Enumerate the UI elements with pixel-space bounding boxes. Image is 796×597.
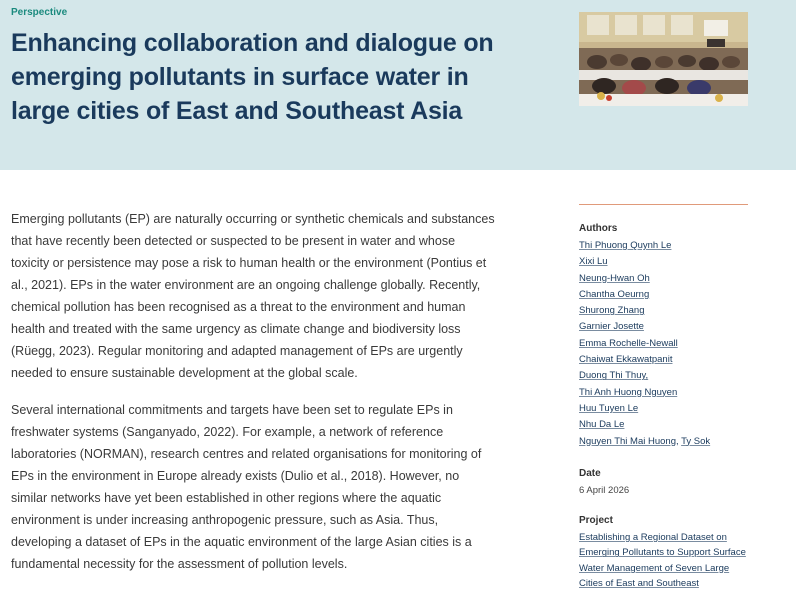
author-link[interactable]: Huu Tuyen Le (579, 402, 639, 414)
author-list (579, 238, 749, 450)
date-heading: Date (579, 467, 601, 479)
hero-banner (0, 0, 796, 170)
author-link[interactable]: Emma Rochelle-Newall (579, 337, 678, 349)
author-separator: , (676, 435, 682, 447)
author-link[interactable]: Nhu Da Le (579, 419, 625, 431)
author-link[interactable]: Thi Phuong Quynh Le (579, 240, 672, 251)
article-paragraph: Several international commitments and targets have been set to regulate EPs in freshwater systems (Sanganyado, 2022). For example, a network of reference laboratories (NORMAN), research centres and related organisations for monitoring of EPs in the environment in Europe already exists (Dulio et al., 2018). However, no similar networks have yet been established in other regions where the aquatic environment is under increasing anthropogenic pressure, such as Asia. Thus, developing a dataset of EPs in the aquatic environment of the large Asian cities is a fundamental necessity for the assessment of pollution levels. (11, 403, 482, 571)
article-paragraph: Emerging pollutants (EP) are naturally occurring or synthetic chemicals and substances that have recently been detected or suspected to be present in water and whose toxicity or persistence may pose a risk to human health or the environment (Pontius et al., 2021). EPs in the water environment are an ongoing challenge globally. Recently, chemical pollution has been recognised as a threat to the environment and human health and treated with the same urgency as climate change and biodiversity loss (Rüegg, 2023). Regular monitoring and adapted management of EPs are urgently needed to ensure sustainable development at the global scale. (11, 212, 495, 380)
author-link[interactable]: Xixi Lu (579, 256, 608, 268)
author-link[interactable]: Thi Anh Huong Nguyen (579, 386, 678, 398)
author-link[interactable]: Duong Thi Thuy, (579, 370, 649, 382)
project-link[interactable]: Establishing a Regional Dataset on Emerging Pollutants to Support Surface Water Management of Seven Large Cities of East and Southeast (579, 531, 746, 590)
author-link[interactable]: Chantha Oeurng (579, 288, 650, 300)
project-section (579, 515, 749, 592)
author-link[interactable]: Nguyen Thi Mai Huong (579, 435, 676, 447)
article-type-label[interactable]: Perspective (11, 7, 68, 18)
article-sidebar (579, 204, 749, 592)
authors-heading: Authors (579, 223, 618, 234)
author-link[interactable]: Shurong Zhang (579, 305, 645, 317)
author-link[interactable]: Neung-Hwan Oh (579, 272, 650, 284)
workshop-photo (579, 12, 748, 106)
publication-date: 6 April 2026 (579, 484, 630, 496)
project-heading: Project (579, 514, 613, 526)
article-body (11, 208, 496, 590)
author-link[interactable]: Ty Sok (681, 435, 711, 447)
date-section (579, 468, 749, 496)
page-title: Enhancing collaboration and dialogue on emerging pollutants in surface water in large cities of East and Southeast Asia (11, 29, 494, 125)
sidebar-divider (579, 204, 748, 205)
author-link[interactable]: Garnier Josette (579, 321, 644, 333)
author-link[interactable]: Chaiwat Ekkawatpanit (579, 354, 673, 366)
